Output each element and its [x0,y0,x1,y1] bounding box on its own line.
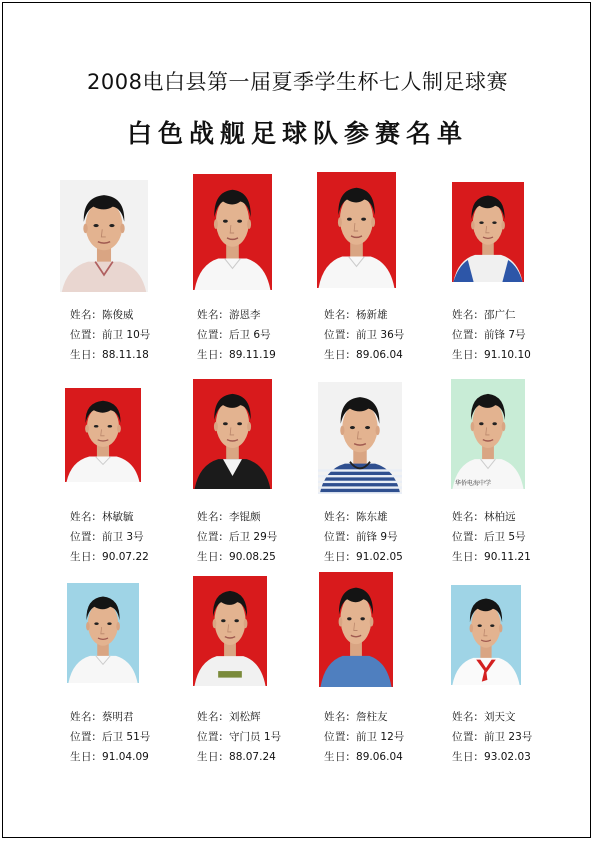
player-info [70,305,150,365]
player-info [452,507,531,567]
player-name: 游恩李 [229,309,261,321]
player-position: 后卫 6号 [229,329,271,341]
position-label: 位置: [70,531,97,543]
position-label: 位置: [324,329,351,341]
position-label: 位置: [70,329,97,341]
player-photo [451,585,521,685]
position-label: 位置: [452,531,479,543]
player-name: 刘天文 [484,711,516,723]
player-birthday: 89.11.19 [229,349,276,361]
player-position: 前卫 10号 [102,329,151,341]
player-position: 前卫 3号 [102,531,144,543]
birthday-label: 生日: [197,349,224,361]
player-name: 陈东雄 [356,511,388,523]
player-info [324,707,404,767]
player-position: 后卫 51号 [102,731,151,743]
name-label: 姓名: [70,309,97,321]
player-position: 守门员 1号 [229,731,282,743]
player-photo [317,172,396,288]
player-info [452,305,531,365]
birthday-label: 生日: [197,751,224,763]
name-label: 姓名: [70,711,97,723]
photo-caption: 华侨电海中学 [455,480,492,487]
player-name: 陈俊威 [102,309,134,321]
player-birthday: 90.08.25 [229,551,276,563]
player-birthday: 93.02.03 [484,751,531,763]
name-label: 姓名: [197,511,224,523]
name-label: 姓名: [197,711,224,723]
player-info [324,305,404,365]
player-photo [60,180,148,292]
player-photo [319,572,393,687]
player-name: 詹柱友 [356,711,388,723]
player-photo [193,174,272,290]
player-photo [65,388,141,482]
player-name: 杨新雄 [356,309,388,321]
birthday-label: 生日: [452,349,479,361]
birthday-label: 生日: [324,551,351,563]
player-info [70,707,150,767]
player-position: 前锋 7号 [484,329,526,341]
name-label: 姓名: [452,309,479,321]
position-label: 位置: [197,731,224,743]
position-label: 位置: [197,329,224,341]
name-label: 姓名: [324,711,351,723]
player-birthday: 91.02.05 [356,551,403,563]
page-title: 2008电白县第一届夏季学生杯七人制足球赛 [87,70,508,94]
birthday-label: 生日: [452,551,479,563]
position-label: 位置: [197,531,224,543]
name-label: 姓名: [452,711,479,723]
birthday-label: 生日: [197,551,224,563]
player-photo [67,583,139,683]
player-birthday: 89.06.04 [356,349,403,361]
player-birthday: 91.04.09 [102,751,149,763]
page-subtitle: 白色战舰足球队参赛名单 [126,119,468,148]
player-birthday: 90.07.22 [102,551,149,563]
player-photo [318,382,402,494]
player-position: 前卫 12号 [356,731,405,743]
player-position: 前卫 23号 [484,731,533,743]
player-name: 李锟颇 [229,511,261,523]
player-position: 前锋 9号 [356,531,398,543]
birthday-label: 生日: [452,751,479,763]
player-birthday: 88.11.18 [102,349,149,361]
player-name: 刘松辉 [229,711,261,723]
player-birthday: 89.06.04 [356,751,403,763]
name-label: 姓名: [324,511,351,523]
player-birthday: 88.07.24 [229,751,276,763]
birthday-label: 生日: [324,349,351,361]
player-info [197,707,281,767]
player-photo [451,379,525,489]
position-label: 位置: [452,329,479,341]
player-name: 林敏毓 [102,511,134,523]
player-info [197,507,277,567]
birthday-label: 生日: [324,751,351,763]
position-label: 位置: [70,731,97,743]
name-label: 姓名: [452,511,479,523]
player-position: 后卫 29号 [229,531,278,543]
birthday-label: 生日: [70,349,97,361]
player-birthday: 90.11.21 [484,551,531,563]
position-label: 位置: [452,731,479,743]
position-label: 位置: [324,531,351,543]
player-photo [452,182,524,282]
name-label: 姓名: [324,309,351,321]
player-photo [193,576,267,686]
position-label: 位置: [324,731,351,743]
name-label: 姓名: [197,309,224,321]
player-position: 后卫 5号 [484,531,526,543]
player-birthday: 91.10.10 [484,349,531,361]
player-name: 林柏远 [484,511,516,523]
player-info [324,507,403,567]
player-name: 邵广仁 [484,309,516,321]
birthday-label: 生日: [70,551,97,563]
player-name: 蔡明君 [102,711,134,723]
birthday-label: 生日: [70,751,97,763]
player-photo [193,379,272,489]
player-info [70,507,149,567]
name-label: 姓名: [70,511,97,523]
player-info [452,707,532,767]
player-position: 前卫 36号 [356,329,405,341]
player-info [197,305,276,365]
